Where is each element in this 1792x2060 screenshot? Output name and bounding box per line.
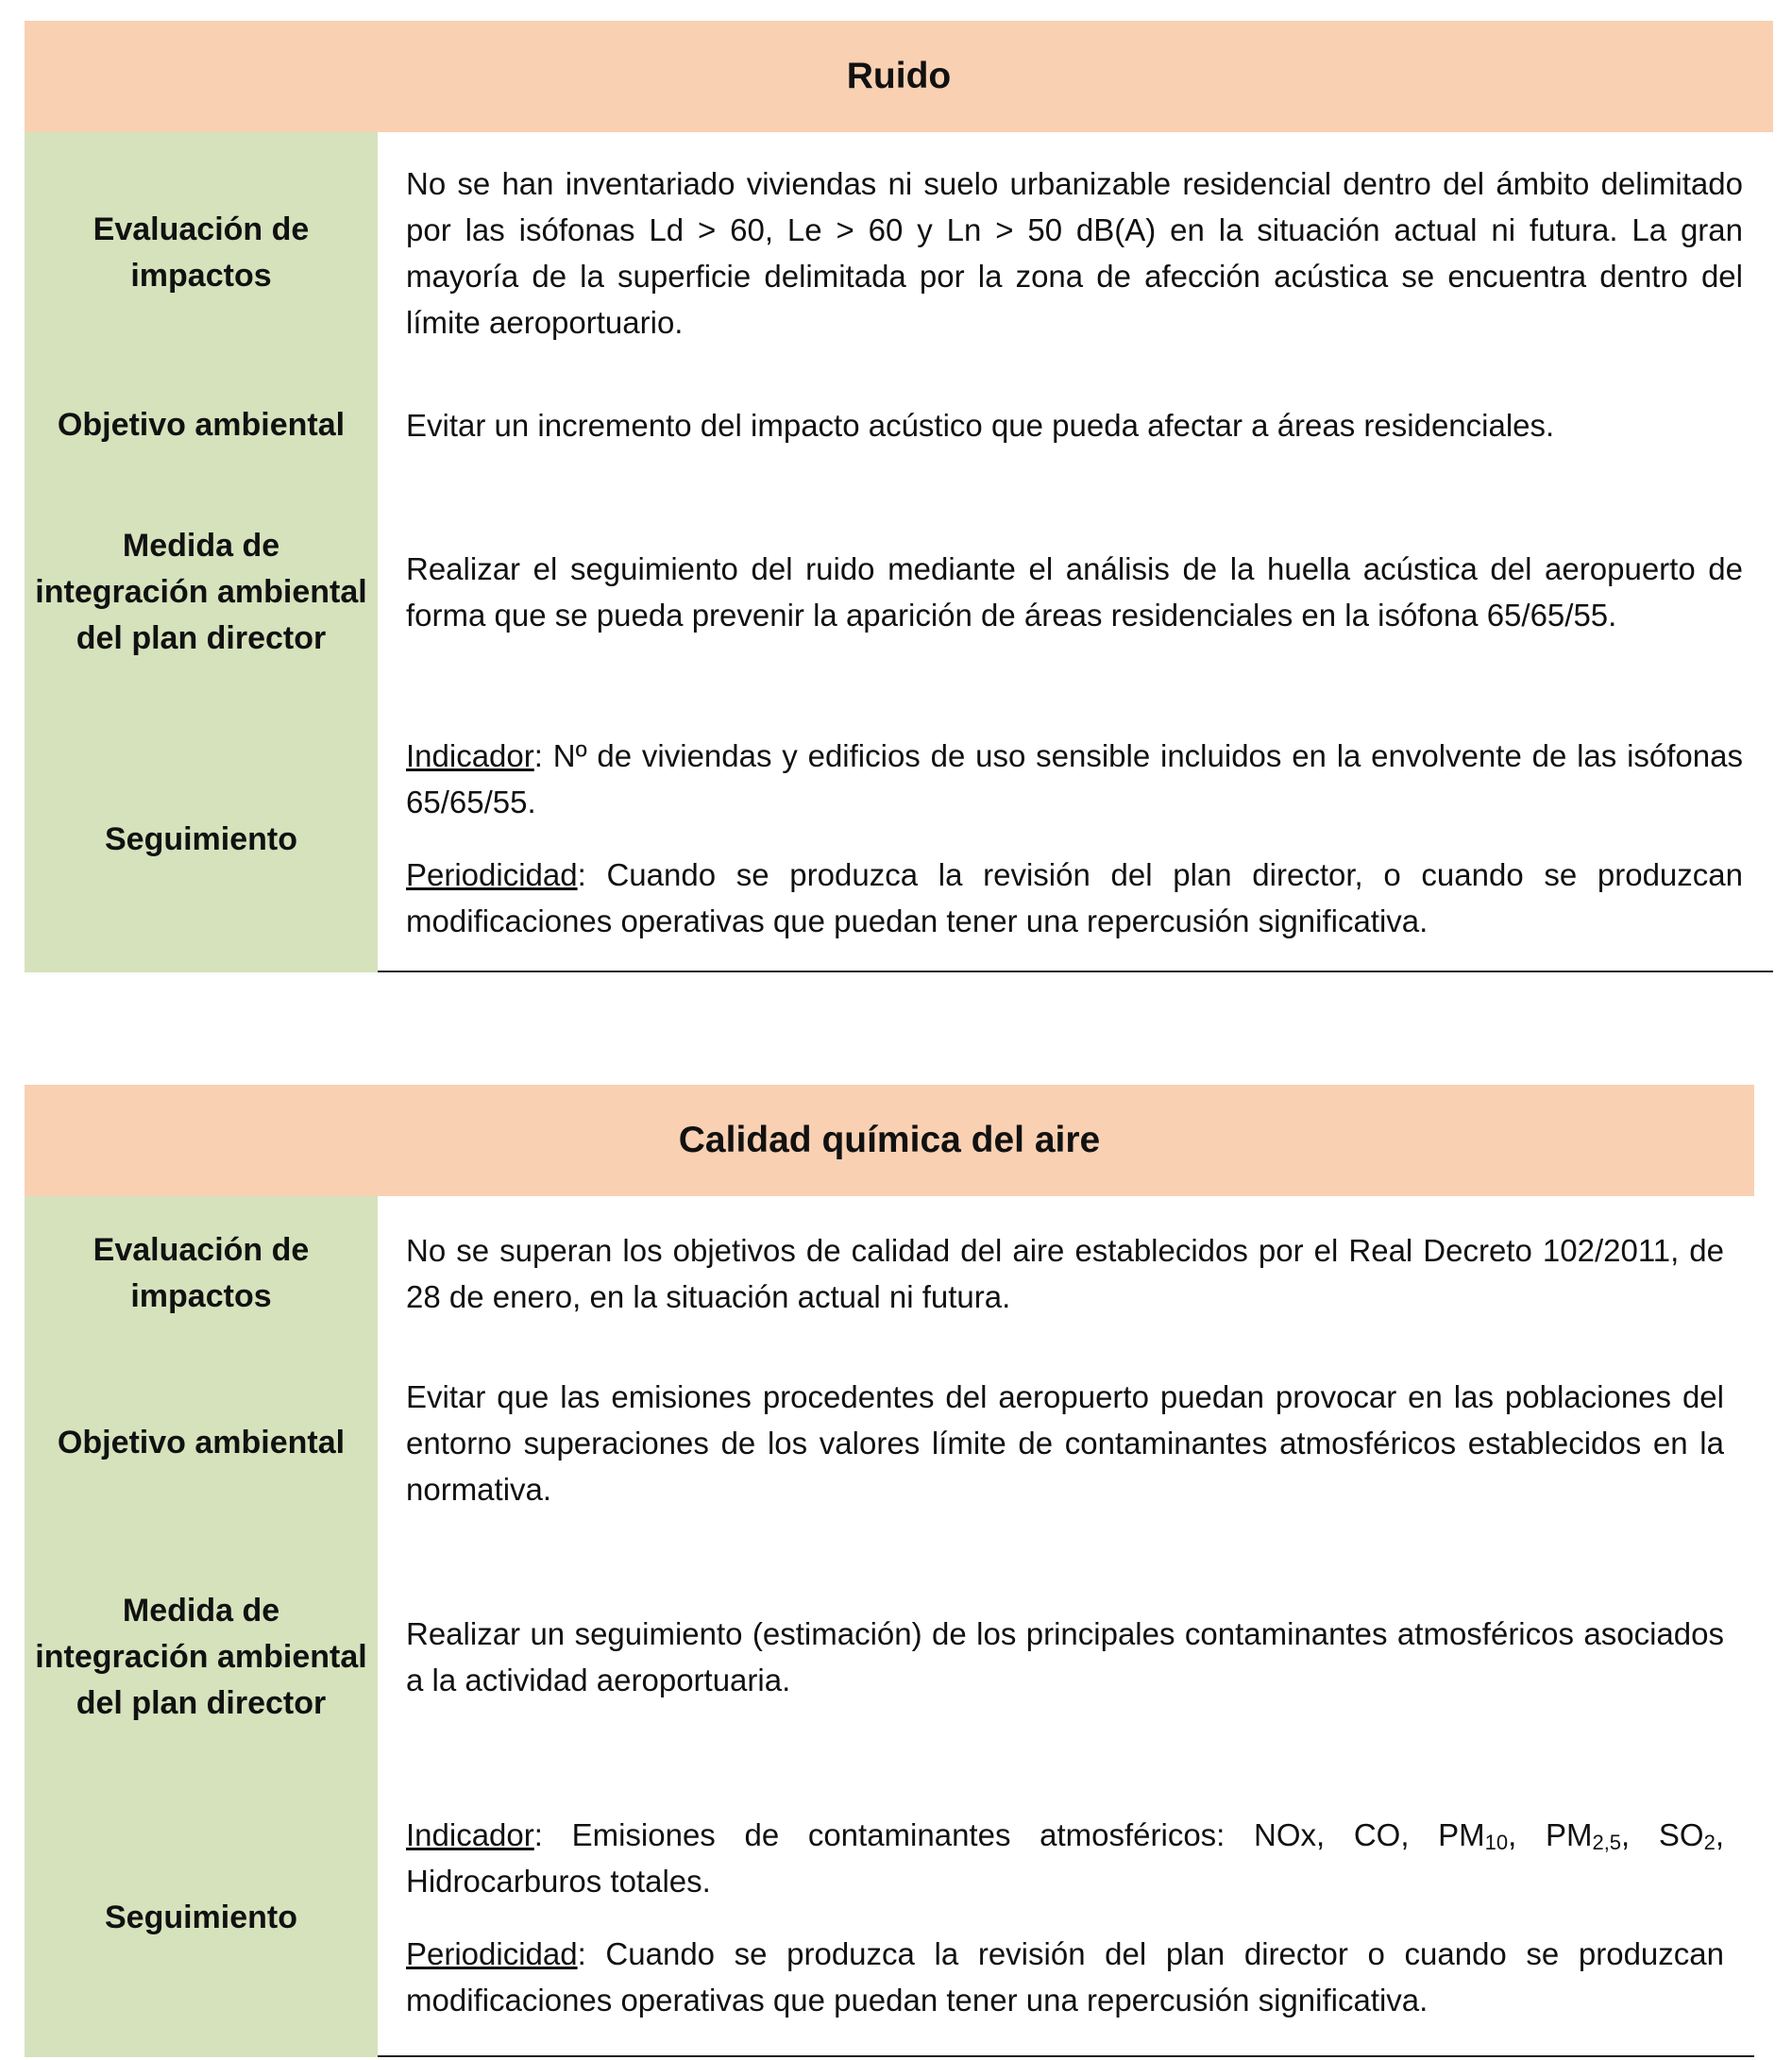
indicador-text: : Nº de viviendas y edificios de uso sensible incluidos en la envolvente de las isófonas 65/65/55. xyxy=(406,738,1743,819)
row-label: Seguimiento xyxy=(25,706,378,972)
so2-subscript: 2 xyxy=(1703,1830,1716,1854)
table-row xyxy=(25,478,1773,706)
table-title: Calidad química del aire xyxy=(25,1085,1754,1196)
row-label: Medida de integración ambiental del plan director xyxy=(25,1535,378,1779)
indicador-text: , SO xyxy=(1621,1816,1704,1852)
row-content xyxy=(378,1351,1754,1535)
table-row xyxy=(25,373,1773,478)
indicador-text: : Emisiones de contaminantes atmosféricos: NOx, CO, PM xyxy=(533,1816,1485,1852)
row-content xyxy=(378,1196,1754,1351)
periodicidad-label: Periodicidad xyxy=(406,857,578,892)
indicador-text: , Hidrocarburos totales. xyxy=(406,1816,1724,1899)
indicador-label: Indicador xyxy=(406,738,534,773)
periodicidad-label: Periodicidad xyxy=(406,1935,578,1971)
row-text: No se han inventariado viviendas ni suelo urbanizable residencial dentro del ámbito delimitado por las isófonas Ld > 60, Le > 60 y Ln > 50 dB(A) en la situación actual ni futura. La gran mayoría de la superficie delimitada por la zona de afección acústica se encuentra dentro del límite aeroportuario. xyxy=(406,165,1743,340)
indicador-label: Indicador xyxy=(406,1816,534,1852)
row-text: Realizar un seguimiento (estimación) de los principales contaminantes atmosféricos asociados a la actividad aeroportuaria. xyxy=(406,1616,1724,1697)
indicador-paragraph xyxy=(406,1812,1724,1904)
row-content xyxy=(378,706,1773,972)
row-text: Evitar un incremento del impacto acústico que pueda afectar a áreas residenciales. xyxy=(406,408,1555,443)
indicador-text: , PM xyxy=(1508,1816,1593,1852)
calidad-aire-table xyxy=(25,1085,1754,2057)
row-label: Medida de integración ambiental del plan director xyxy=(25,478,378,706)
periodicidad-text: : Cuando se produzca la revisión del plan director, o cuando se produzcan modificaciones operativas que puedan tener una repercusión significativa. xyxy=(406,857,1743,938)
table-row xyxy=(25,132,1773,373)
row-content xyxy=(378,478,1773,706)
table-row xyxy=(25,1196,1754,1351)
row-content xyxy=(378,1779,1754,2057)
table-row xyxy=(25,1351,1754,1535)
table-row xyxy=(25,1535,1754,1779)
row-label: Seguimiento xyxy=(25,1779,378,2057)
row-content xyxy=(378,132,1773,373)
row-text: Evitar que las emisiones procedentes del aeropuerto puedan provocar en las poblaciones del entorno superaciones de los valores límite de contaminantes atmosféricos establecidos en la normativa. xyxy=(406,1379,1724,1507)
row-label: Objetivo ambiental xyxy=(25,1351,378,1535)
periodicidad-paragraph xyxy=(406,852,1743,944)
table-row xyxy=(25,1779,1754,2057)
row-label: Evaluación de impactos xyxy=(25,132,378,373)
periodicidad-paragraph xyxy=(406,1931,1724,2023)
row-label: Evaluación de impactos xyxy=(25,1196,378,1351)
periodicidad-text: : Cuando se produzca la revisión del plan director o cuando se produzcan modificaciones operativas que puedan tener una repercusión significativa. xyxy=(406,1935,1724,2018)
row-text: Realizar el seguimiento del ruido mediante el análisis de la huella acústica del aeropuerto de forma que se pueda prevenir la aparición de áreas residenciales en la isófona 65/65/55. xyxy=(406,551,1743,633)
pm25-subscript: 2,5 xyxy=(1592,1830,1622,1854)
row-label: Objetivo ambiental xyxy=(25,373,378,478)
pm10-subscript: 10 xyxy=(1484,1830,1509,1854)
row-content xyxy=(378,373,1773,478)
row-text: No se superan los objetivos de calidad del aire establecidos por el Real Decreto 102/2011, de 28 de enero, en la situación actual ni futura. xyxy=(406,1233,1724,1314)
row-content xyxy=(378,1535,1754,1779)
table-row xyxy=(25,706,1773,972)
table-title: Ruido xyxy=(25,21,1773,132)
ruido-table xyxy=(25,21,1773,972)
indicador-paragraph xyxy=(406,733,1743,825)
